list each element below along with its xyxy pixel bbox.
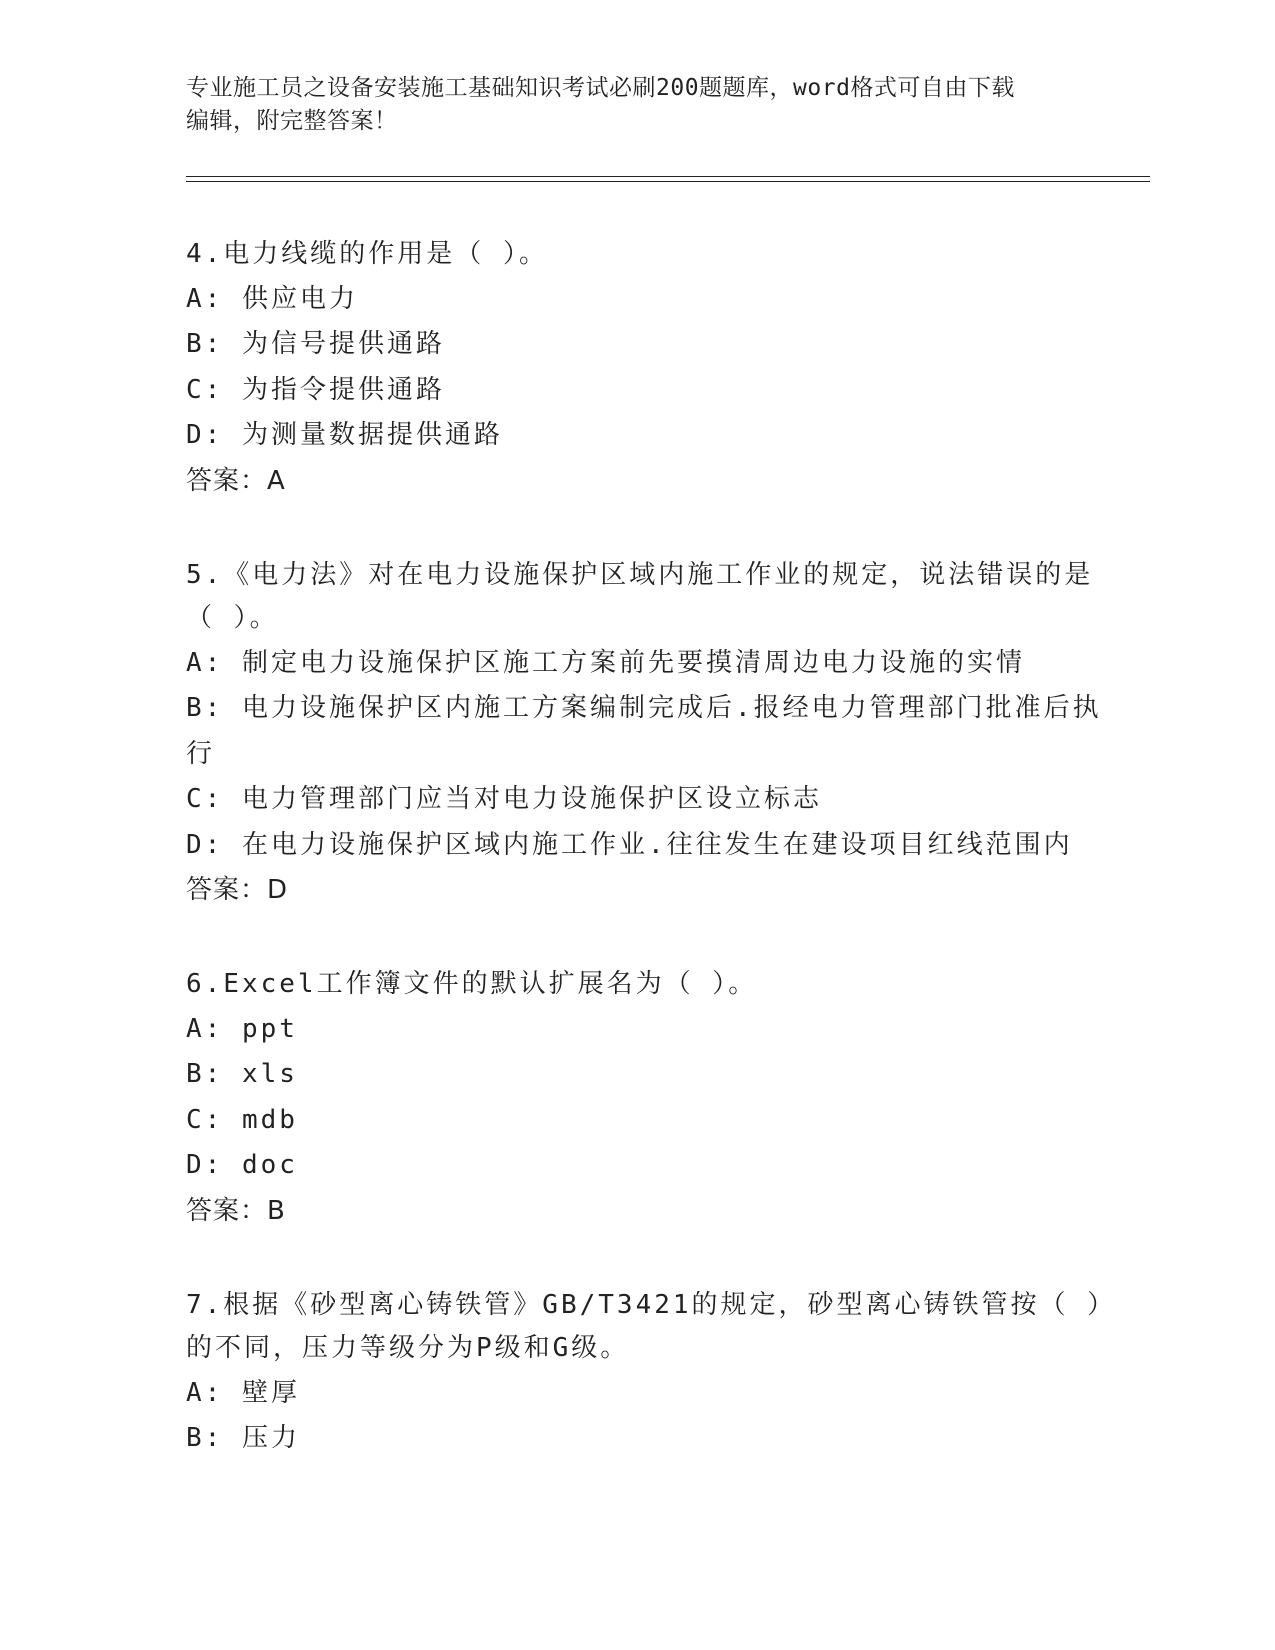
option-a: A: 供应电力 (186, 283, 358, 314)
option-d: D: 在电力设施保护区域内施工作业.往往发生在建设项目红线范围内 (186, 829, 1073, 860)
question-stem: 6.Excel工作簿文件的默认扩展名为（ ）。 (186, 969, 758, 999)
question-stem: 5.《电力法》对在电力设施保护区域内施工作业的规定，说法错误的是（ ）。 (186, 559, 1094, 633)
option-c: C: mdb (186, 1104, 298, 1135)
answer: 答案：B (186, 1195, 286, 1226)
question-5 (186, 554, 1106, 914)
question-list (186, 233, 1106, 1462)
answer: 答案：A (186, 465, 286, 496)
option-b: B: xls (186, 1059, 298, 1089)
option-b: B: 压力 (186, 1423, 300, 1453)
header-line-1: 专业施工员之设备安装施工基础知识考试必刷200题题库，word格式可自由下载 (186, 75, 1015, 101)
answer: 答案：D (186, 875, 289, 905)
spacer (186, 1234, 1106, 1284)
option-b: B: 电力设施保护区内施工方案编制完成后.报经电力管理部门批准后执行 (186, 693, 1102, 769)
header-line-2: 编辑，附完整答案！ (186, 108, 398, 134)
document-header (186, 72, 1066, 138)
option-d: D: doc (186, 1150, 298, 1180)
question-4 (186, 233, 1106, 504)
option-c: C: 电力管理部门应当对电力设施保护区设立标志 (186, 784, 822, 814)
spacer (186, 913, 1106, 963)
option-d: D: 为测量数据提供通路 (186, 420, 503, 450)
spacer (186, 504, 1106, 554)
option-a: A: ppt (186, 1013, 298, 1044)
question-stem: 4.电力线缆的作用是（ ）。 (186, 239, 548, 269)
header-rule-top (186, 176, 1150, 177)
option-a: A: 制定电力设施保护区施工方案前先要摸清周边电力设施的实情 (186, 647, 1025, 678)
option-b: B: 为信号提供通路 (186, 329, 445, 359)
question-6 (186, 963, 1106, 1234)
header-rule-bottom (186, 181, 1150, 182)
option-c: C: 为指令提供通路 (186, 374, 445, 405)
question-stem: 7.根据《砂型离心铸铁管》GB/T3421的规定，砂型离心铸铁管按（ ）的不同，压力等级分为P级和G级。 (186, 1289, 1104, 1363)
option-a: A: 壁厚 (186, 1377, 300, 1408)
question-7 (186, 1284, 1106, 1462)
